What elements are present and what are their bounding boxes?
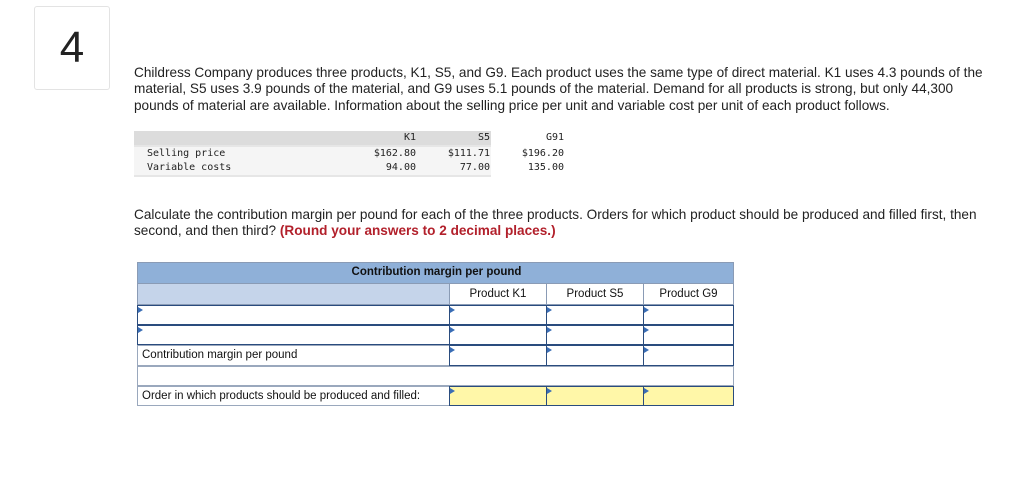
input-flag-icon (450, 347, 455, 353)
question-number-box (34, 6, 110, 90)
problem-paragraph: Childress Company produces three products, K1, S5, and G9. Each product uses the same type of direct material. K1 uses 4.3 pounds of the material, S5 uses 3.9 pounds of the material, and G9 uses 5.1 pounds of the material. Demand for all products is strong, but only 44,300 pounds of material are available. Information about the selling price per unit and variable cost per unit of each product follows. (134, 65, 983, 113)
question-number: 4 (59, 23, 85, 72)
input-flag-icon (547, 388, 552, 394)
info-table-header (134, 131, 564, 145)
answer-grid (137, 262, 734, 406)
input-flag-icon (450, 327, 455, 333)
instruction-text: Calculate the contribution margin per pound for each of the three products. Orders for which product should be produced and filled first, then second, and then third? (134, 207, 977, 239)
order-g9-select[interactable] (643, 386, 734, 406)
order-row-label: Order in which products should be produced and filled: (142, 390, 421, 402)
col-header-k1: Product K1 (449, 284, 547, 305)
row2-k1-input[interactable] (449, 325, 547, 345)
info-col-k1: K1 (403, 132, 416, 143)
info-col-s5: S5 (477, 132, 490, 143)
info-row-variable-costs (134, 161, 564, 175)
input-flag-icon (138, 327, 143, 333)
input-flag-icon (547, 347, 552, 353)
info-cell: 77.00 (459, 162, 490, 173)
row2-s5-input[interactable] (546, 325, 644, 345)
info-row-label: Selling price (147, 148, 226, 159)
order-s5-select[interactable] (546, 386, 644, 406)
grid-spacer-row (137, 366, 734, 386)
order-row-label-cell (137, 386, 450, 406)
cm-row-label-cell (137, 345, 450, 366)
input-flag-icon (644, 347, 649, 353)
info-row-selling-price (134, 147, 564, 161)
input-flag-icon (450, 388, 455, 394)
order-k1-select[interactable] (449, 386, 547, 406)
row1-k1-input[interactable] (449, 305, 547, 325)
grid-title: Contribution margin per pound (351, 266, 522, 278)
cm-g9-input[interactable] (643, 345, 734, 366)
grid-title-bar (137, 262, 734, 284)
row2-g9-input[interactable] (643, 325, 734, 345)
input-flag-icon (138, 307, 143, 313)
input-flag-icon (547, 327, 552, 333)
row2-label-input[interactable] (137, 325, 450, 345)
info-table (134, 131, 564, 177)
row1-g9-input[interactable] (643, 305, 734, 325)
info-row-label: Variable costs (147, 162, 232, 173)
input-flag-icon (644, 327, 649, 333)
row1-label-input[interactable] (137, 305, 450, 325)
info-cell: $111.71 (447, 148, 490, 159)
row1-s5-input[interactable] (546, 305, 644, 325)
info-col-g91: G91 (545, 132, 564, 143)
cm-k1-input[interactable] (449, 345, 547, 366)
info-cell: $196.20 (521, 148, 564, 159)
input-flag-icon (644, 307, 649, 313)
info-cell: $162.80 (373, 148, 416, 159)
instruction-paragraph (134, 207, 994, 240)
input-flag-icon (547, 307, 552, 313)
cm-s5-input[interactable] (546, 345, 644, 366)
input-flag-icon (644, 388, 649, 394)
input-flag-icon (450, 307, 455, 313)
info-cell: 135.00 (527, 162, 564, 173)
rounding-note: (Round your answers to 2 decimal places.) (279, 223, 556, 239)
col-header-s5: Product S5 (546, 284, 644, 305)
col-header-g9: Product G9 (643, 284, 734, 305)
info-cell: 94.00 (385, 162, 416, 173)
cm-row-label: Contribution margin per pound (142, 349, 298, 361)
